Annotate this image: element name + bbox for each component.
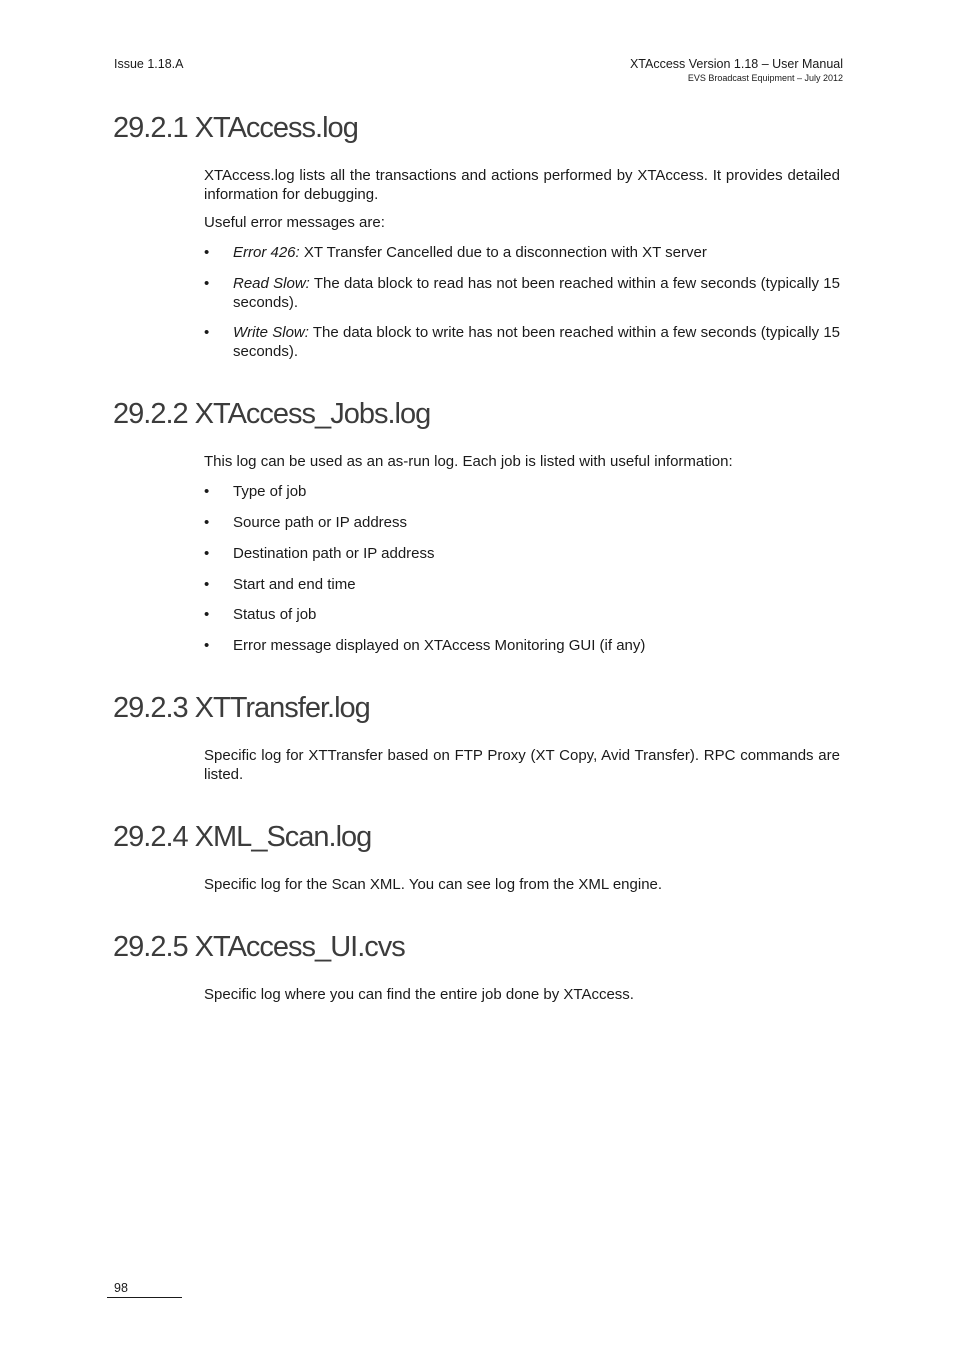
- list-item-text: Error message displayed on XTAccess Monitoring GUI (if any): [233, 637, 646, 654]
- section-heading-xtaccess-ui-cvs: 29.2.5 XTAccess_UI.cvs: [113, 931, 405, 963]
- paragraph: Specific log for the Scan XML. You can see log from the XML engine.: [204, 876, 663, 893]
- list-item: [204, 243, 840, 262]
- section-heading-xtaccess-log: 29.2.1 XTAccess.log: [113, 112, 358, 144]
- doc-header: [630, 57, 843, 84]
- list-item-text: Type of job: [233, 483, 307, 500]
- list-item: [204, 482, 840, 501]
- doc-title: XTAccess Version 1.18 – User Manual: [629, 57, 843, 71]
- bullet-icon: •: [204, 275, 210, 292]
- bullet-icon: •: [204, 606, 210, 623]
- bullet-icon: •: [204, 576, 210, 593]
- page-number: 98: [114, 1281, 128, 1295]
- list-item: [204, 274, 840, 312]
- paragraph: Specific log where you can find the entire job done by XTAccess.: [204, 986, 634, 1003]
- bullet-icon: •: [204, 514, 210, 531]
- section-heading-xttransfer-log: 29.2.3 XTTransfer.log: [113, 692, 370, 724]
- list-item: [204, 605, 840, 624]
- list-item: [204, 544, 840, 563]
- list-item-text: The data block to read has not been reached within a few seconds (typically 15 seconds).: [233, 275, 840, 311]
- list-item: [204, 323, 840, 361]
- list-item-term: Read Slow:: [233, 275, 310, 292]
- bullet-icon: •: [204, 545, 210, 562]
- bullet-icon: •: [204, 637, 210, 654]
- list-item-text: Destination path or IP address: [233, 545, 435, 562]
- section-heading-xml-scan-log: 29.2.4 XML_Scan.log: [113, 821, 372, 853]
- paragraph: This log can be used as an as-run log. Each job is listed with useful information:: [204, 453, 733, 470]
- doc-subtitle: EVS Broadcast Equipment – July 2012: [687, 73, 843, 83]
- list-item: [204, 575, 840, 594]
- list-item: [204, 636, 840, 655]
- footer-divider: [107, 1297, 182, 1298]
- list-item-text: Start and end time: [233, 576, 356, 593]
- bullet-icon: •: [204, 324, 210, 341]
- list-item-text: XT Transfer Cancelled due to a disconnection with XT server: [299, 244, 707, 261]
- issue-label: Issue 1.18.A: [114, 57, 184, 71]
- list-item: [204, 513, 840, 532]
- paragraph: Specific log for XTTransfer based on FTP Proxy (XT Copy, Avid Transfer). RPC commands are listed.: [204, 747, 840, 783]
- list-item-text: The data block to write has not been reached within a few seconds (typically 15 seconds).: [233, 324, 841, 360]
- list-item-text: Status of job: [233, 606, 317, 623]
- list-item-term: Write Slow:: [233, 324, 309, 341]
- paragraph: Useful error messages are:: [204, 214, 385, 231]
- bullet-icon: •: [204, 483, 210, 500]
- bullet-icon: •: [204, 244, 210, 261]
- paragraph: XTAccess.log lists all the transactions and actions performed by XTAccess. It provides detailed information for debugging.: [204, 167, 840, 203]
- list-item-text: Source path or IP address: [233, 514, 407, 531]
- section-heading-xtaccess-jobs-log: 29.2.2 XTAccess_Jobs.log: [113, 398, 431, 430]
- list-item-term: Error 426:: [233, 244, 300, 261]
